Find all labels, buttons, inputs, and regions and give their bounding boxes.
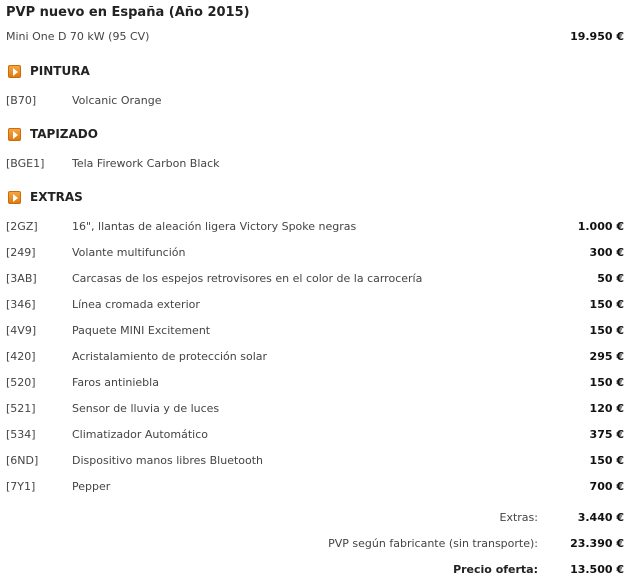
option-code: [3AB]	[6, 272, 37, 285]
arrow-right-icon	[8, 65, 21, 78]
option-code: [534]	[6, 428, 36, 441]
option-code: [BGE1]	[6, 157, 45, 170]
option-desc: Paquete MINI Excitement	[72, 324, 211, 337]
option-desc: Volcanic Orange	[72, 94, 162, 107]
section-heading: EXTRAS	[30, 190, 83, 204]
arrow-right-icon	[8, 191, 21, 204]
page-title: PVP nuevo en España (Año 2015)	[6, 5, 250, 20]
option-desc: Sensor de lluvia y de luces	[72, 402, 220, 415]
option-code: [7Y1]	[6, 480, 36, 493]
list-item	[6, 157, 624, 173]
table-row	[6, 220, 624, 236]
option-desc: Pepper	[72, 480, 111, 493]
offer-price-label: Precio oferta:	[453, 563, 538, 576]
option-desc: Dispositivo manos libres Bluetooth	[72, 454, 264, 467]
option-price: 295 €	[589, 350, 624, 363]
table-row	[6, 272, 624, 288]
table-row	[6, 298, 624, 314]
model-row	[6, 30, 624, 46]
option-code: [2GZ]	[6, 220, 38, 233]
option-price: 150 €	[589, 454, 624, 467]
option-code: [B70]	[6, 94, 37, 107]
option-desc: Faros antiniebla	[72, 376, 159, 389]
option-code: [346]	[6, 298, 36, 311]
model-price: 19.950 €	[570, 30, 624, 43]
extras-total-value: 3.440 €	[577, 511, 624, 524]
section-heading: TAPIZADO	[30, 127, 98, 141]
option-code: [520]	[6, 376, 36, 389]
option-price: 1.000 €	[577, 220, 624, 233]
option-code: [4V9]	[6, 324, 37, 337]
table-row	[6, 480, 624, 496]
option-price: 375 €	[589, 428, 624, 441]
offer-price-value: 13.500 €	[570, 563, 624, 576]
list-item	[6, 94, 624, 110]
arrow-right-icon	[8, 128, 21, 141]
pvp-total-value: 23.390 €	[570, 537, 624, 550]
option-code: [249]	[6, 246, 36, 259]
offer-price-row	[224, 563, 624, 579]
option-price: 300 €	[589, 246, 624, 259]
option-desc: Climatizador Automático	[72, 428, 209, 441]
table-row	[6, 428, 624, 444]
table-row	[6, 350, 624, 366]
section-extras	[8, 190, 308, 206]
option-desc: Acristalamiento de protección solar	[72, 350, 268, 363]
model-name: Mini One D 70 kW (95 CV)	[6, 30, 150, 43]
option-desc: Volante multifunción	[72, 246, 186, 259]
option-price: 50 €	[597, 272, 624, 285]
table-row	[6, 246, 624, 262]
option-code: [521]	[6, 402, 36, 415]
option-price: 150 €	[589, 298, 624, 311]
pvp-total-label: PVP según fabricante (sin transporte):	[328, 537, 538, 550]
table-row	[6, 376, 624, 392]
table-row	[6, 454, 624, 470]
option-code: [6ND]	[6, 454, 39, 467]
extras-total-row	[224, 511, 624, 527]
option-price: 120 €	[589, 402, 624, 415]
option-desc: 16", llantas de aleación ligera Victory Spoke negras	[72, 220, 357, 233]
section-pintura	[8, 64, 308, 80]
section-heading: PINTURA	[30, 64, 90, 78]
option-desc: Línea cromada exterior	[72, 298, 200, 311]
option-price: 150 €	[589, 376, 624, 389]
table-row	[6, 324, 624, 340]
option-code: [420]	[6, 350, 36, 363]
pvp-total-row	[224, 537, 624, 553]
option-price: 150 €	[589, 324, 624, 337]
option-desc: Tela Firework Carbon Black	[72, 157, 220, 170]
extras-total-label: Extras:	[499, 511, 538, 524]
section-tapizado	[8, 127, 308, 143]
option-desc: Carcasas de los espejos retrovisores en el color de la carrocería	[72, 272, 423, 285]
option-price: 700 €	[589, 480, 624, 493]
table-row	[6, 402, 624, 418]
